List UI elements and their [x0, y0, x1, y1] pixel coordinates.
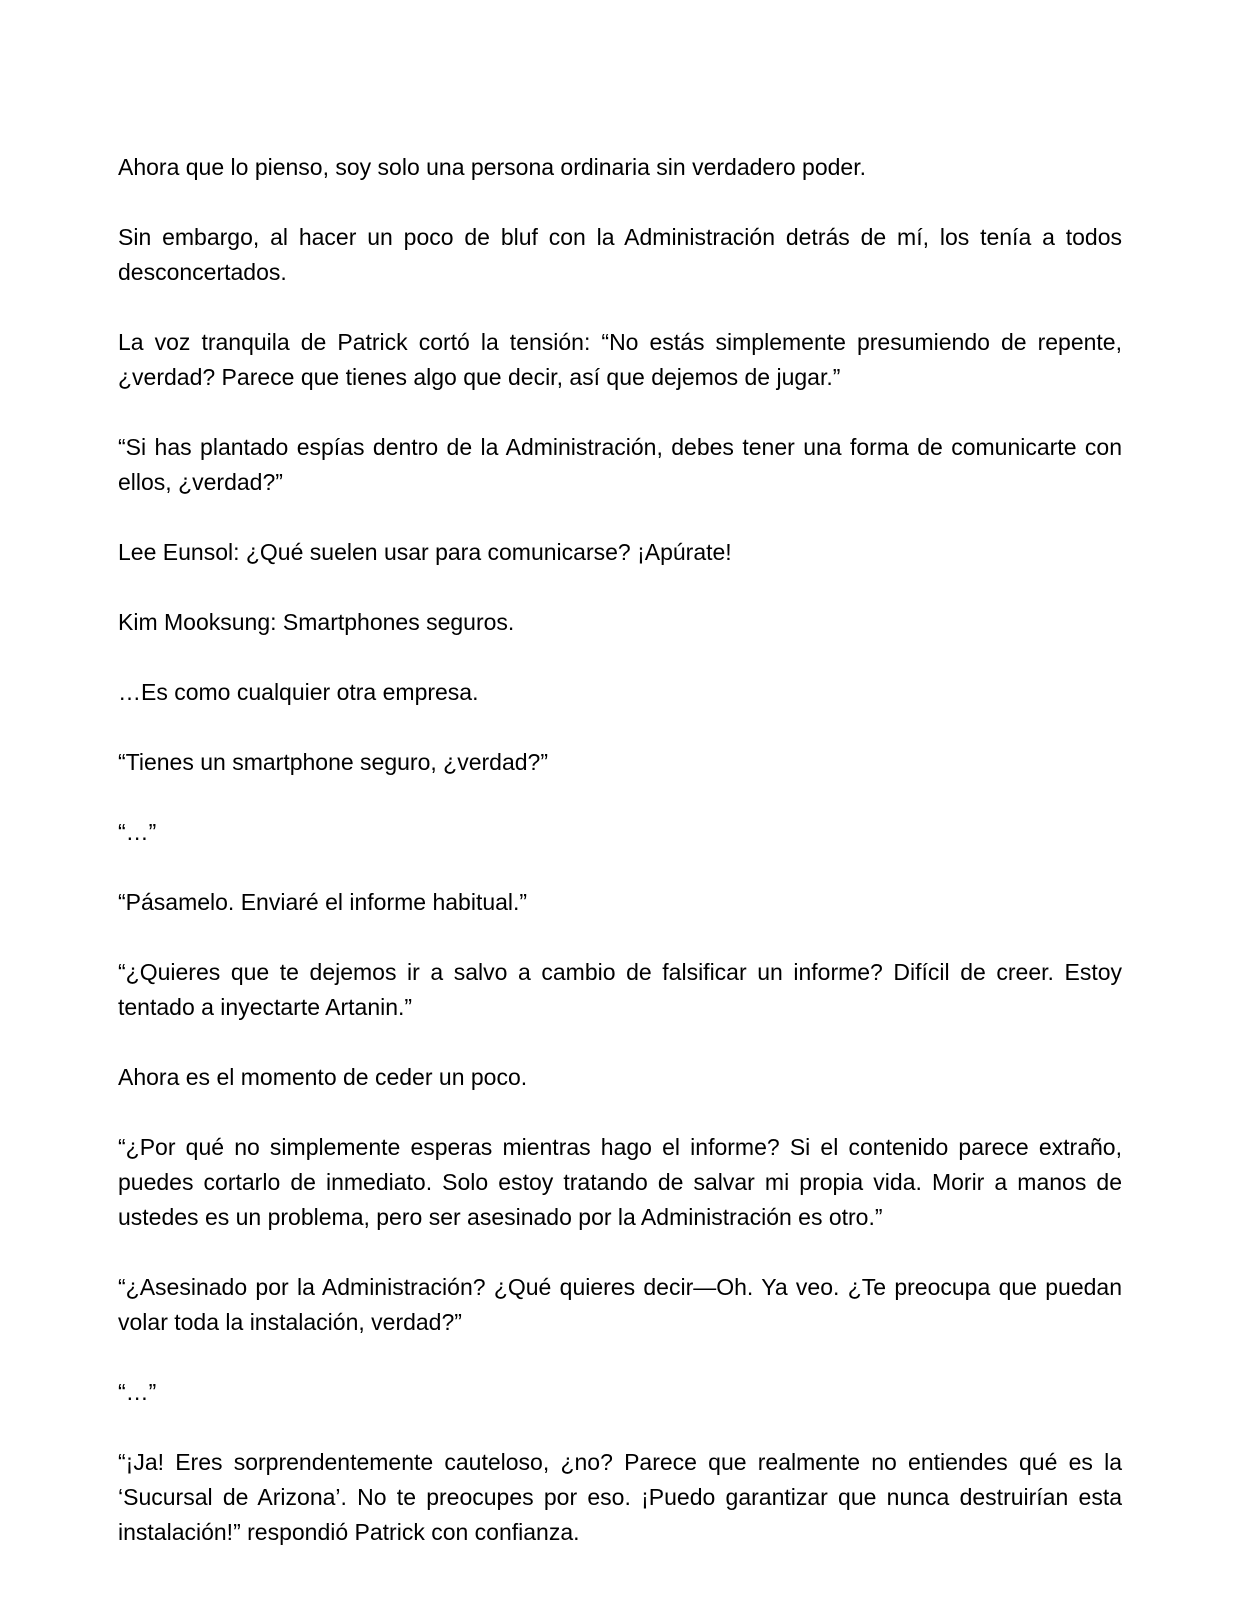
paragraph: “Pásamelo. Enviaré el informe habitual.”	[118, 889, 528, 915]
paragraph: “¡Ja! Eres sorprendentemente cauteloso, ¿no? Parece que realmente no entiendes qué es la ‘Sucursal de Arizona’. No te preocupes por eso. ¡Puedo garantizar que nunca destruirían esta instalación!” respondió Patrick con confianza.	[118, 1449, 1122, 1545]
paragraph: Ahora que lo pienso, soy solo una persona ordinaria sin verdadero poder.	[118, 154, 866, 180]
paragraph: La voz tranquila de Patrick cortó la tensión: “No estás simplemente presumiendo de repente, ¿verdad? Parece que tienes algo que decir, así que dejemos de jugar.”	[118, 329, 1122, 390]
document-page	[118, 150, 1122, 1550]
paragraph: Ahora es el momento de ceder un poco.	[118, 1064, 528, 1090]
paragraph: “Tienes un smartphone seguro, ¿verdad?”	[118, 749, 548, 775]
paragraph: Lee Eunsol: ¿Qué suelen usar para comunicarse? ¡Apúrate!	[118, 539, 732, 565]
paragraph: “…”	[118, 819, 157, 845]
paragraph: …Es como cualquier otra empresa.	[118, 679, 479, 705]
paragraph: “Si has plantado espías dentro de la Administración, debes tener una forma de comunicarte con ellos, ¿verdad?”	[118, 434, 1122, 495]
paragraph: “¿Quieres que te dejemos ir a salvo a cambio de falsificar un informe? Difícil de creer. Estoy tentado a inyectarte Artanin.”	[118, 959, 1122, 1020]
paragraph: “¿Por qué no simplemente esperas mientras hago el informe? Si el contenido parece extraño, puedes cortarlo de inmediato. Solo estoy tratando de salvar mi propia vida. Morir a manos de ustedes es un problema, pero ser asesinado por la Administración es otro.”	[118, 1134, 1122, 1230]
paragraph: Sin embargo, al hacer un poco de bluf con la Administración detrás de mí, los tenía a todos desconcertados.	[118, 224, 1122, 285]
paragraph: Kim Mooksung: Smartphones seguros.	[118, 609, 515, 635]
paragraph: “¿Asesinado por la Administración? ¿Qué quieres decir—Oh. Ya veo. ¿Te preocupa que puedan volar toda la instalación, verdad?”	[118, 1274, 1122, 1335]
paragraph: “…”	[118, 1379, 157, 1405]
